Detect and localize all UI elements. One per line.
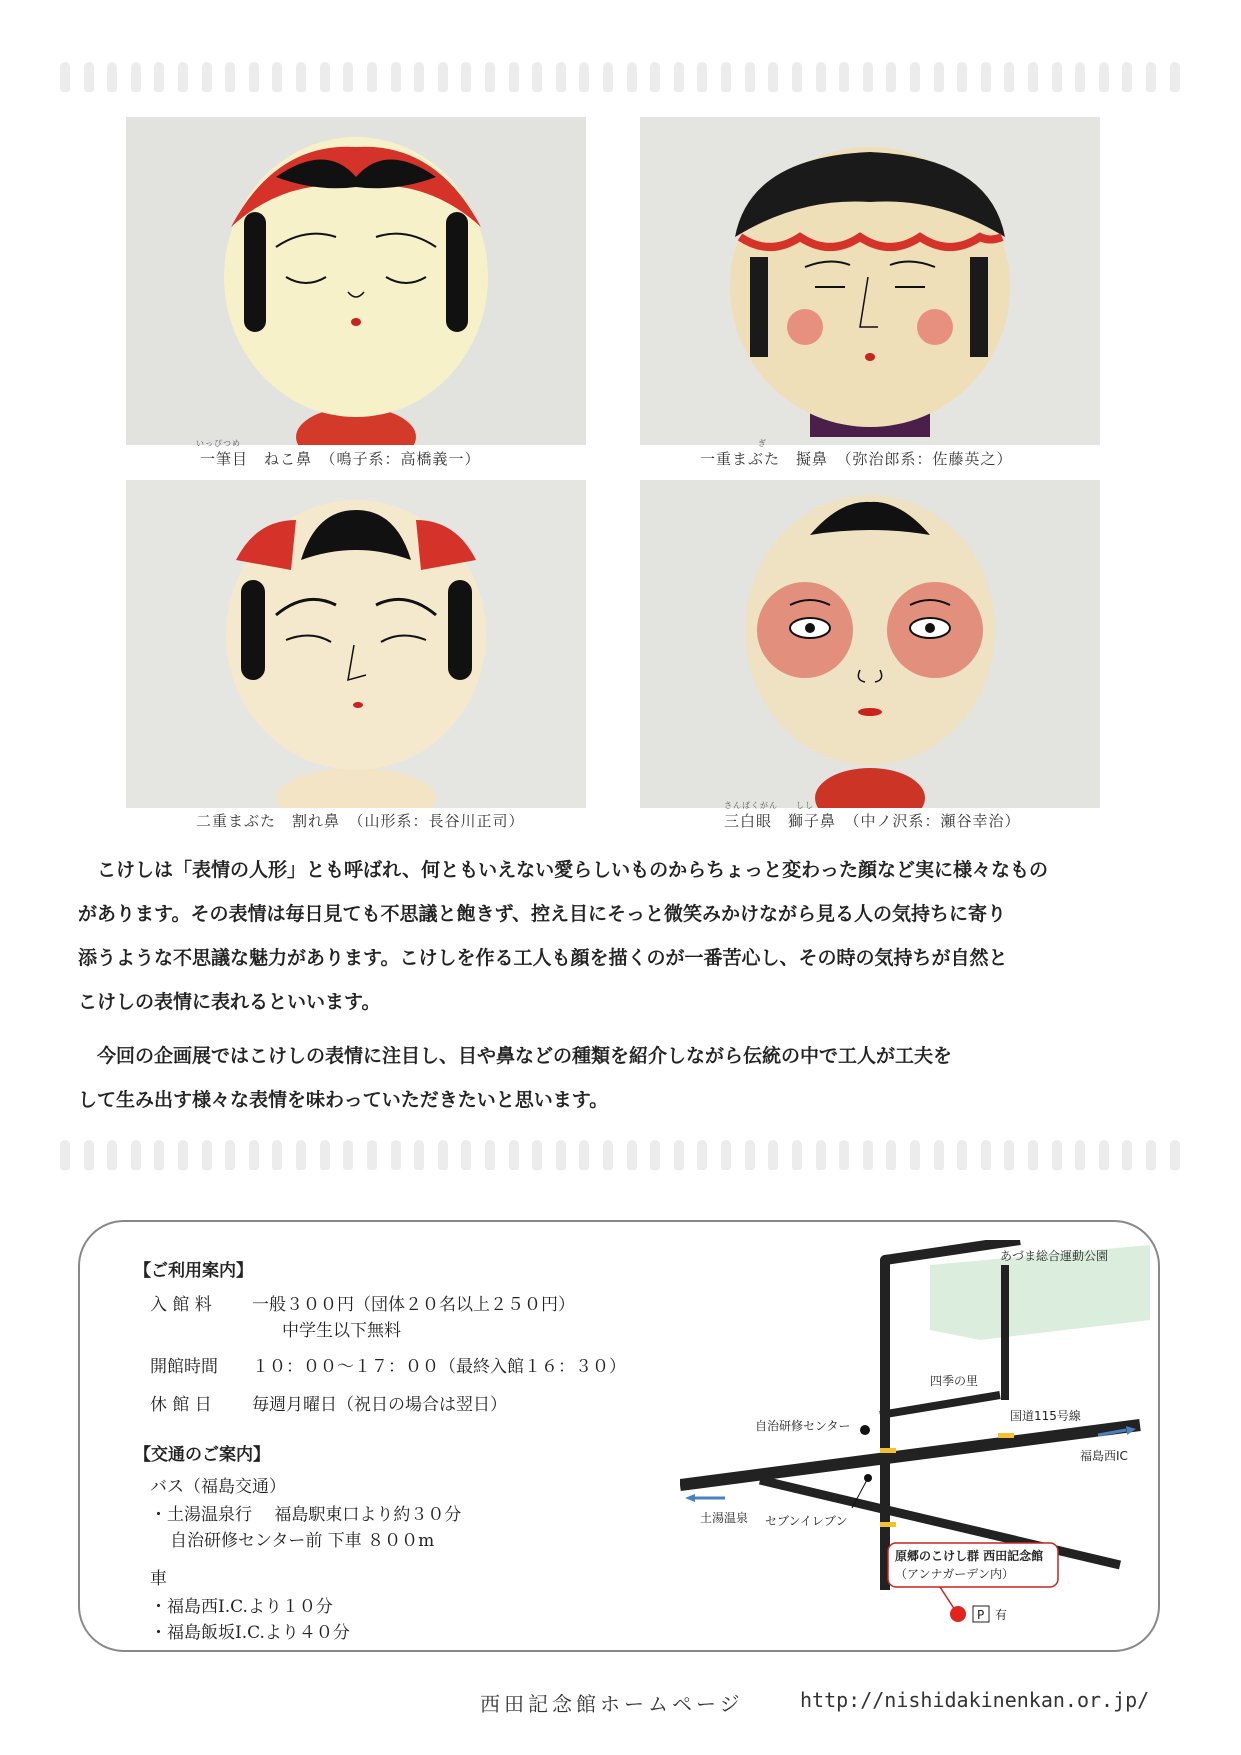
- kokeshi-silhouette-icon: [1146, 1140, 1156, 1170]
- kokeshi-silhouette-icon: [343, 62, 353, 92]
- kokeshi-silhouette-icon: [650, 62, 660, 92]
- map-label-parking: P: [977, 1608, 985, 1622]
- kokeshi-silhouette-icon: [154, 62, 164, 92]
- kokeshi-silhouette-icon: [603, 1140, 613, 1170]
- kokeshi-silhouette-icon: [957, 1140, 967, 1170]
- kokeshi-silhouette-icon: [579, 1140, 589, 1170]
- kokeshi-silhouette-icon: [1099, 1140, 1109, 1170]
- kokeshi-silhouette-icon: [1052, 1140, 1062, 1170]
- kokeshi-silhouette-icon: [957, 62, 967, 92]
- bus-title: バス（福島交通）: [150, 1477, 286, 1497]
- museum-leader: [940, 1587, 955, 1610]
- kokeshi-silhouette-icon: [1122, 1140, 1132, 1170]
- map-label-ic: 福島西IC: [1080, 1449, 1128, 1463]
- kokeshi-silhouette-icon: [1028, 62, 1038, 92]
- kokeshi-silhouette-icon: [509, 1140, 519, 1170]
- road-shiki: [880, 1395, 1000, 1415]
- kokeshi-silhouette-icon: [1099, 62, 1109, 92]
- kokeshi-silhouette-icon: [461, 1140, 471, 1170]
- map-label-parking-avail: 有: [995, 1608, 1008, 1622]
- kokeshi-silhouette-icon: [1004, 1140, 1014, 1170]
- footer-homepage-label: 西田記念館ホームページ: [480, 1692, 744, 1716]
- photo-2-caption: 一重まぶた 擬鼻 （弥治郎系：佐藤英之）: [700, 450, 1013, 468]
- kokeshi-silhouette-icon: [1075, 1140, 1085, 1170]
- intro-line: こけしの表情に表れるといいます。: [78, 991, 381, 1013]
- signal-2-icon: [998, 1433, 1014, 1438]
- kokeshi-silhouette-icon: [627, 62, 637, 92]
- kokeshi-silhouette-icon: [674, 62, 684, 92]
- kokeshi-silhouette-icon: [721, 62, 731, 92]
- kokeshi-silhouette-icon: [863, 62, 873, 92]
- kokeshi-silhouette-icon: [1052, 62, 1062, 92]
- kokeshi-photo-1: [126, 117, 586, 445]
- kokeshi-silhouette-icon: [367, 1140, 377, 1170]
- kokeshi-silhouette-icon: [107, 62, 117, 92]
- kokeshi-photo-2: [640, 117, 1100, 445]
- kokeshi-silhouette-icon: [60, 62, 70, 92]
- map-label-shiki: 四季の里: [930, 1374, 979, 1388]
- kokeshi-silhouette-icon: [60, 1140, 70, 1170]
- kokeshi-silhouette-icon: [485, 62, 495, 92]
- kokeshi-silhouette-icon: [509, 62, 519, 92]
- kokeshi-silhouette-icon: [650, 1140, 660, 1170]
- footer-homepage-url[interactable]: http://nishidakinenkan.or.jp/: [800, 1688, 1150, 1712]
- photo-4-caption: 三白眼 獅子鼻 （中ノ沢系：瀬谷幸治）: [724, 812, 1021, 830]
- center-marker-icon: [860, 1425, 870, 1435]
- signal-1-icon: [880, 1448, 896, 1453]
- kokeshi-silhouette-icon: [414, 62, 424, 92]
- car-title: 車: [150, 1569, 167, 1589]
- bus-line-1: ・土湯温泉行 福島駅東口より約３０分: [150, 1505, 462, 1525]
- access-heading: 【交通のご案内】: [134, 1445, 270, 1465]
- kokeshi-silhouette-icon: [697, 1140, 707, 1170]
- kokeshi-silhouette-icon: [296, 1140, 306, 1170]
- decorative-kokeshi-border-middle: [60, 1140, 1180, 1174]
- car-line-2: ・福島飯坂I.C.より４０分: [150, 1623, 350, 1643]
- map-label-museum-sub: （アンナガーデン内）: [895, 1567, 1015, 1581]
- intro-line: して生み出す様々な表情を味わっていただきたいと思います。: [78, 1089, 609, 1111]
- kokeshi-silhouette-icon: [367, 62, 377, 92]
- map-label-center: 自治研修センター: [755, 1419, 851, 1433]
- kokeshi-silhouette-icon: [391, 1140, 401, 1170]
- kokeshi-silhouette-icon: [84, 1140, 94, 1170]
- arrow-left-head-icon: [685, 1494, 695, 1502]
- kokeshi-silhouette-icon: [627, 1140, 637, 1170]
- photo-1-caption: 一筆目 ねこ鼻 （鳴子系：高橋義一）: [200, 450, 481, 468]
- intro-paragraph-2: [78, 1034, 1168, 1122]
- bus-line-2: 自治研修センター前 下車 ８００m: [170, 1531, 435, 1551]
- kokeshi-silhouette-icon: [249, 1140, 259, 1170]
- kokeshi-silhouette-icon: [272, 62, 282, 92]
- car-line-1: ・福島西I.C.より１０分: [150, 1597, 333, 1617]
- kokeshi-silhouette-icon: [768, 1140, 778, 1170]
- intro-line: 添うような不思議な魅力があります。こけしを作る工人も顔を描くのが一番苦心し、その時の気持ちが自然と: [78, 947, 1008, 969]
- intro-line: 今回の企画展ではこけしの表情に注目し、目や鼻などの種類を紹介しながら伝統の中で工人が工夫を: [78, 1045, 953, 1067]
- kokeshi-silhouette-icon: [1075, 62, 1085, 92]
- kokeshi-silhouette-icon: [225, 1140, 235, 1170]
- kokeshi-silhouette-icon: [320, 62, 330, 92]
- kokeshi-silhouette-icon: [886, 1140, 896, 1170]
- museum-location-icon: [950, 1606, 966, 1622]
- photo-4-ruby: さんぱくがん しし: [724, 801, 814, 810]
- kokeshi-silhouette-icon: [768, 62, 778, 92]
- kokeshi-silhouette-icon: [343, 1140, 353, 1170]
- kokeshi-silhouette-icon: [1004, 62, 1014, 92]
- kokeshi-silhouette-icon: [981, 1140, 991, 1170]
- kokeshi-silhouette-icon: [154, 1140, 164, 1170]
- photo-3-caption: 二重まぶた 割れ鼻 （山形系：長谷川正司）: [196, 812, 525, 830]
- kokeshi-silhouette-icon: [816, 62, 826, 92]
- kokeshi-silhouette-icon: [863, 1140, 873, 1170]
- intro-paragraph-1: [78, 848, 1168, 1024]
- kokeshi-silhouette-icon: [886, 62, 896, 92]
- decorative-kokeshi-border-top: [60, 62, 1180, 96]
- kokeshi-silhouette-icon: [1170, 1140, 1180, 1170]
- kokeshi-silhouette-icon: [556, 62, 566, 92]
- kokeshi-silhouette-icon: [107, 1140, 117, 1170]
- kokeshi-silhouette-icon: [461, 62, 471, 92]
- fee-label: 入 館 料: [150, 1295, 212, 1315]
- kokeshi-silhouette-icon: [674, 1140, 684, 1170]
- kokeshi-silhouette-icon: [202, 1140, 212, 1170]
- kokeshi-silhouette-icon: [579, 62, 589, 92]
- kokeshi-silhouette-icon: [131, 1140, 141, 1170]
- kokeshi-silhouette-icon: [532, 1140, 542, 1170]
- kokeshi-silhouette-icon: [391, 62, 401, 92]
- kokeshi-silhouette-icon: [296, 62, 306, 92]
- kokeshi-silhouette-icon: [816, 1140, 826, 1170]
- kokeshi-silhouette-icon: [272, 1140, 282, 1170]
- intro-line: こけしは「表情の人形」とも呼ばれ、何ともいえない愛らしいものからちょっと変わった顔など実に様々なもの: [78, 859, 1048, 881]
- signal-3-icon: [880, 1522, 896, 1527]
- map-label-park: あづま総合運動公園: [1000, 1249, 1109, 1263]
- kokeshi-silhouette-icon: [532, 62, 542, 92]
- access-map: [680, 1240, 1150, 1630]
- kokeshi-silhouette-icon: [178, 62, 188, 92]
- kokeshi-silhouette-icon: [414, 1140, 424, 1170]
- kokeshi-silhouette-icon: [839, 62, 849, 92]
- road-route115: [680, 1425, 1140, 1485]
- kokeshi-silhouette-icon: [792, 1140, 802, 1170]
- kokeshi-silhouette-icon: [1028, 1140, 1038, 1170]
- kokeshi-silhouette-icon: [556, 1140, 566, 1170]
- kokeshi-silhouette-icon: [320, 1140, 330, 1170]
- kokeshi-silhouette-icon: [745, 1140, 755, 1170]
- kokeshi-photo-3: [126, 480, 586, 808]
- kokeshi-silhouette-icon: [697, 62, 707, 92]
- hours-value: １０：００～１７：００（最終入館１６：３０）: [252, 1357, 626, 1377]
- kokeshi-silhouette-icon: [934, 1140, 944, 1170]
- kokeshi-silhouette-icon: [910, 1140, 920, 1170]
- kokeshi-silhouette-icon: [981, 62, 991, 92]
- kokeshi-silhouette-icon: [131, 62, 141, 92]
- kokeshi-silhouette-icon: [721, 1140, 731, 1170]
- kokeshi-photo-4: [640, 480, 1100, 808]
- kokeshi-silhouette-icon: [839, 1140, 849, 1170]
- hours-label: 開館時間: [150, 1357, 218, 1377]
- map-label-route: 国道115号線: [1010, 1409, 1081, 1423]
- kokeshi-silhouette-icon: [249, 62, 259, 92]
- closed-value: 毎週月曜日（祝日の場合は翌日）: [252, 1395, 507, 1415]
- kokeshi-silhouette-icon: [438, 62, 448, 92]
- kokeshi-silhouette-icon: [84, 62, 94, 92]
- kokeshi-silhouette-icon: [792, 62, 802, 92]
- photo-2-ruby: ぎ: [758, 439, 767, 448]
- kokeshi-silhouette-icon: [745, 62, 755, 92]
- kokeshi-silhouette-icon: [1170, 62, 1180, 92]
- intro-line: があります。その表情は毎日見ても不思議と飽きず、控え目にそっと微笑みかけながら見る人の気持ちに寄り: [78, 903, 1006, 925]
- usage-heading: 【ご利用案内】: [134, 1261, 253, 1281]
- kokeshi-silhouette-icon: [485, 1140, 495, 1170]
- closed-label: 休 館 日: [150, 1395, 212, 1415]
- kokeshi-silhouette-icon: [202, 62, 212, 92]
- map-label-museum: 原郷のこけし群 西田記念館: [895, 1549, 1044, 1563]
- map-label-seven: セブンイレブン: [765, 1514, 848, 1528]
- map-label-onsen: 土湯温泉: [700, 1511, 749, 1525]
- kokeshi-silhouette-icon: [934, 62, 944, 92]
- fee-value: 一般３００円（団体２０名以上２５０円）: [252, 1295, 575, 1315]
- kokeshi-silhouette-icon: [1122, 62, 1132, 92]
- kokeshi-silhouette-icon: [178, 1140, 188, 1170]
- fee-value-2: 中学生以下無料: [282, 1321, 401, 1341]
- kokeshi-silhouette-icon: [225, 62, 235, 92]
- kokeshi-silhouette-icon: [910, 62, 920, 92]
- kokeshi-silhouette-icon: [1146, 62, 1156, 92]
- photo-1-ruby: いっぴつめ: [196, 439, 241, 448]
- kokeshi-silhouette-icon: [438, 1140, 448, 1170]
- kokeshi-silhouette-icon: [603, 62, 613, 92]
